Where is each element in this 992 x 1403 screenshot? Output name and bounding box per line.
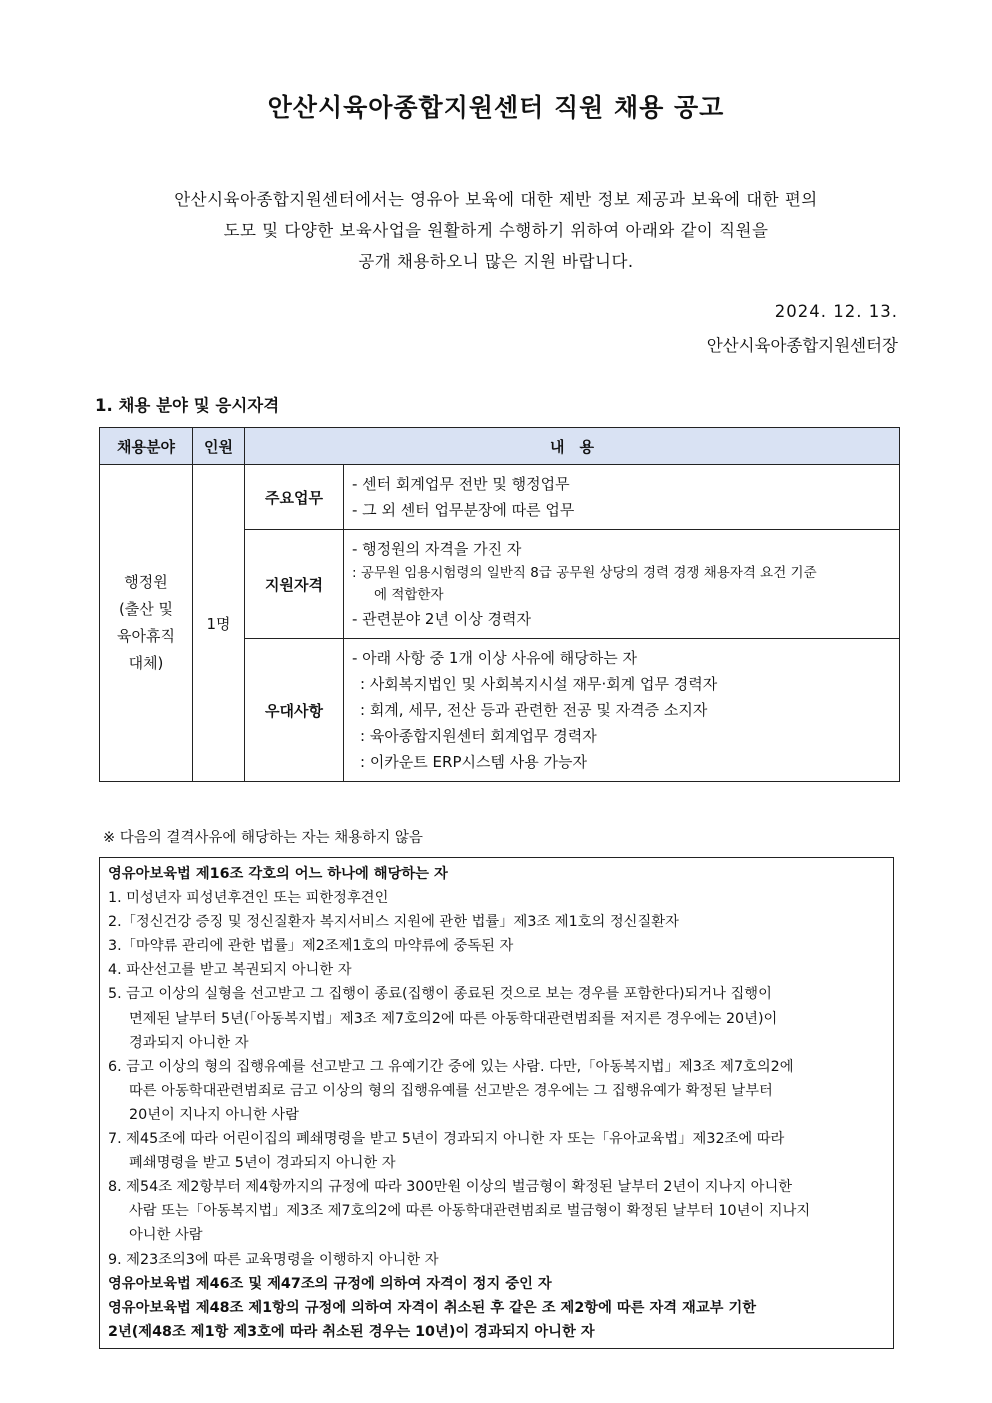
list-item: 1. 미성년자 피성년후견인 또는 피한정후견인 (108, 890, 389, 907)
preferences-content (344, 639, 900, 782)
footer-line: 영유아보육법 제48조 제1항의 규정에 의하여 자격이 취소된 후 같은 조 제2항에 따른 자격 재교부 기한 (108, 1299, 757, 1316)
announcement-date: 2024. 12. 13. (774, 302, 898, 321)
qualifications-content (344, 530, 900, 639)
content-line: : 공무원 임용시험령의 일반직 8급 공무원 상당의 경력 경쟁 채용자격 요건 기준 (352, 565, 817, 581)
list-item: 8. 제54조 제2항부터 제4항까지의 규정에 따라 300만원 이상의 벌금형이 확정된 날부터 2년이 지나지 아니한 (108, 1179, 793, 1196)
list-item-continued: 아니한 사람 (129, 1227, 203, 1244)
intro-line: 도모 및 다양한 보육사업을 원활하게 수행하기 위하여 아래와 같이 직원을 (223, 221, 769, 240)
content-line: : 사회복지법인 및 사회복지시설 재무·회계 업무 경력자 (360, 675, 718, 693)
header-content: 내 용 (245, 428, 900, 465)
list-item-continued: 경과되지 아니한 자 (129, 1034, 249, 1051)
count-cell: 1명 (193, 465, 245, 782)
header-field: 채용분야 (100, 428, 193, 465)
page-title: 안산시육아종합지원센터 직원 채용 공고 (267, 93, 725, 122)
sub-label-preferences: 우대사항 (245, 639, 344, 782)
footer-line: 2년(제48조 제1항 제3호에 따라 취소된 경우는 10년)이 경과되지 아니한 자 (108, 1323, 595, 1340)
table-row (100, 465, 900, 530)
sub-label-qualifications: 지원자격 (245, 530, 344, 639)
content-line: : 육아종합지원센터 회계업무 경력자 (360, 727, 597, 745)
list-item-continued: 20년이 지나지 아니한 사람 (129, 1106, 299, 1123)
field-line: 행정원 (124, 573, 168, 591)
disqualification-note: ※ 다음의 결격사유에 해당하는 자는 채용하지 않음 (103, 830, 423, 846)
footer-line: 영유아보육법 제46조 및 제47조의 규정에 의하여 자격이 정지 중인 자 (108, 1275, 552, 1292)
intro-paragraph (90, 184, 902, 277)
list-item: 6. 금고 이상의 형의 집행유예를 선고받고 그 유예기간 중에 있는 사람. 다만,「아동복지법」제3조 제7호의2에 (108, 1058, 794, 1075)
list-item: 4. 파산선고를 받고 복권되지 아니한 자 (108, 962, 352, 979)
header-count: 인원 (193, 428, 245, 465)
list-item-continued: 면제된 날부터 5년(「아동복지법」제3조 제7호의2에 따른 아동학대관련범죄를 저지른 경우에는 20년)이 (129, 1010, 778, 1027)
field-cell (100, 465, 193, 782)
content-line: - 아래 사항 중 1개 이상 사유에 해당하는 자 (352, 649, 637, 667)
list-item-continued: 따른 아동학대관련범죄로 금고 이상의 형의 집행유예를 선고받은 경우에는 그 집행유예가 확정된 날부터 (129, 1082, 773, 1099)
issuer-name: 안산시육아종합지원센터장 (706, 336, 898, 355)
list-item: 3.「마약류 관리에 관한 법률」제2조제1호의 마약류에 중독된 자 (108, 938, 514, 955)
intro-line: 공개 채용하오니 많은 지원 바랍니다. (358, 252, 634, 271)
list-item-continued: 폐쇄명령을 받고 5년이 경과되지 아니한 자 (129, 1155, 396, 1172)
list-item: 2.「정신건강 증징 및 정신질환자 복지서비스 지원에 관한 법률」제3조 제1호의 정신질환자 (108, 914, 679, 931)
list-item: 7. 제45조에 따라 어린이집의 폐쇄명령을 받고 5년이 경과되지 아니한 자 또는「유아교육법」제32조에 따라 (108, 1131, 785, 1148)
table-header-row (100, 428, 900, 465)
content-line: - 센터 회계업무 전반 및 행정업무 (352, 475, 570, 493)
section-1-title: 1. 채용 분야 및 응시자격 (95, 396, 280, 415)
content-line: - 행정원의 자격을 가진 자 (352, 540, 522, 558)
content-line: - 관련분야 2년 이상 경력자 (352, 610, 531, 628)
intro-line: 안산시육아종합지원센터에서는 영유아 보육에 대한 제반 정보 제공과 보육에 대한 편의 (174, 190, 818, 209)
content-line: - 그 외 센터 업무분장에 따른 업무 (352, 501, 575, 519)
content-line: 에 적합한자 (374, 587, 444, 603)
list-item: 5. 금고 이상의 실형을 선고받고 그 집행이 종료(집행이 종료된 것으로 보는 경우를 포함한다)되거나 집행이 (108, 986, 772, 1003)
duties-content (344, 465, 900, 530)
disqualification-box (99, 857, 894, 1349)
content-line: : 회계, 세무, 전산 등과 관련한 전공 및 자격증 소지자 (360, 701, 708, 719)
field-line: 육아휴직 (117, 627, 175, 645)
content-line: : 이카운트 ERP시스템 사용 가능자 (360, 753, 587, 771)
disqualification-heading: 영유아보육법 제16조 각호의 어느 하나에 해당하는 자 (108, 866, 448, 882)
field-line: 대체) (128, 654, 164, 672)
recruitment-table (99, 427, 900, 782)
sub-label-duties: 주요업무 (245, 465, 344, 530)
list-item: 9. 제23조의3에 따른 교육명령을 이행하지 아니한 자 (108, 1251, 439, 1268)
field-line: (출산 및 (118, 600, 174, 618)
list-item-continued: 사람 또는「아동복지법」제3조 제7호의2에 따른 아동학대관련범죄로 벌금형이 확정된 날부터 10년이 지나지 (129, 1203, 811, 1220)
